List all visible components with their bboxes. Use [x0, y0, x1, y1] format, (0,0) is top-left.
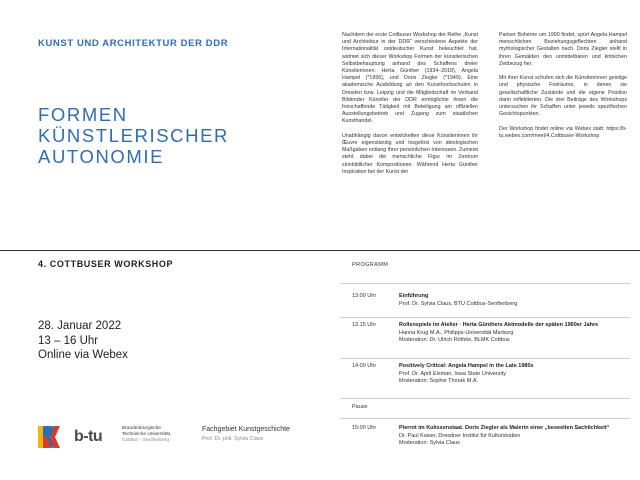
slot-time: 13.15 Uhr	[352, 322, 377, 328]
title-line: AUTONOMIE	[38, 146, 165, 167]
university-line: Brandenburgische	[122, 426, 161, 431]
slot-title: Einführung	[399, 293, 429, 299]
intro-paragraph: Nachdem der erste Cottbuser Workshop der Reihe „Kunst und Architektur in der DDR“ verschiedene Aspekte der Internationalität ostdeutscher Kunst beleuchtet hat, widmet sich dieser Workshop Formen der künstlerischen Selbstbehauptung anhand des Schaffens dreier Künstlerinnen: Herta Günther (1934–2018), Angela Hampel (*1956), und Doris Ziegler (*1949). Eine akademische Ausbildung an den Kunsthochschulen in Dresden bzw. Leipzig und die Mitgliedschaft im Verband Bildender Künstler der DDR ermöglichte ihnen die freischaffende Tätigkeit mit Beteiligung am offiziellen Ausstellungsbetrieb und Zugang zum staatlichen Kunsthandel.	[342, 32, 478, 125]
university-line: Cottbus - Senftenberg	[122, 437, 169, 443]
slot-time: 15:00 Uhr	[352, 425, 377, 431]
event-venue: Online via Webex	[38, 349, 128, 361]
slot-time: 14:00 Uhr	[352, 363, 377, 369]
event-details	[38, 319, 128, 363]
title-line: KÜNSTLERISCHER	[38, 125, 229, 146]
slot-title: Pierrot im Kulissenstaat. Doris Ziegler als Malerin einer „beseelten Sachlichkeit“	[399, 425, 610, 431]
event-date: 28. Januar 2022	[38, 320, 122, 332]
slot-line: Hanna Krug M.A., Philipps-Universität Marburg	[399, 329, 514, 336]
slot-line: Dr. Paul Kaiser, Dresdner Institut für Kulturstudien	[399, 432, 521, 439]
program-slot	[352, 363, 622, 393]
program-slot	[352, 293, 622, 317]
slot-time: Pause	[352, 404, 368, 410]
workshop-heading: 4. COTTBUSER WORKSHOP	[38, 259, 174, 269]
department-person: Prof. Dr. phil. Sylvia Claus	[202, 435, 264, 442]
slot-line: Prof. Dr. April Eisman, Iowa State University	[399, 370, 506, 377]
program-divider	[340, 317, 630, 318]
slot-title: Rollenspiele im Atelier · Herta Günthers Aktmodelle der späten 1960er Jahre	[399, 322, 599, 328]
intro-paragraph: Pariser Bohème um 1900 findet, spürt Angela Hampel menschlichen Beziehungsgeflechten anhand mythologischer Gestalten nach. Doris Ziegler stellt in ihren Gemälden den unmittelbaren und kritischen Zeitbezug her.	[499, 32, 627, 67]
intro-paragraph: Der Workshop findet online via Webex statt: https://b-tu.webex.com/meet/4.Cottbuser-Workshop	[499, 125, 627, 139]
intro-column-1	[342, 32, 478, 183]
slot-line: Moderation: Sophie Thorak M.A.	[399, 378, 479, 385]
university-name	[122, 426, 170, 443]
event-time: 13 – 16 Uhr	[38, 334, 99, 347]
intro-paragraph: Mit ihrer Kunst schufen sich die Künstlerinnen geistige und physische Freiräume, in denen sie gesellschaftliche Zustände und die eigene Position darin reflektierten. Die drei Beiträge des Workshops untersuchen ihr Schaffen unter jeweils spezifischen Gesichtspunkten.	[499, 75, 627, 118]
program-slot	[352, 425, 622, 455]
title-line: FORMEN	[38, 104, 128, 125]
slot-line: Moderation: Sylvia Claus	[399, 440, 460, 447]
program-divider	[340, 358, 630, 359]
slot-line: Moderation: Dr. Ulrich Röthke, BLMK Cottbus	[399, 337, 510, 344]
slot-title: Positively Critical: Angela Hampel in the Late 1980s	[399, 363, 534, 369]
section-divider	[0, 250, 640, 251]
series-title: KUNST UND ARCHITEKTUR DER DDR	[38, 38, 229, 49]
page-title	[38, 104, 229, 167]
program-label: PROGRAMM	[352, 262, 389, 268]
program-slot-pause	[352, 404, 622, 414]
slot-time: 13:00 Uhr	[352, 293, 377, 299]
program-slot	[352, 322, 622, 352]
slot-line: Prof. Dr. Sylvia Claus, BTU Cottbus-Senftenberg	[399, 300, 518, 307]
department-title: Fachgebiet Kunstgeschichte	[202, 426, 290, 433]
department	[202, 426, 290, 443]
university-line: Technische Universität	[122, 431, 170, 437]
intro-column-2	[499, 32, 627, 147]
program-divider	[340, 418, 630, 419]
program-divider	[340, 398, 630, 399]
program-divider	[340, 283, 630, 284]
btu-logo: b-tu	[74, 428, 103, 445]
bk-logo-icon	[38, 426, 60, 448]
intro-paragraph: Unabhängig davon entwickelten diese Künstlerinnen ihr Œuvre eigenständig und losgelöst von ideologischen Maßgaben entlang ihrer persönlichen Interessen. Zumeist steht dabei die menschliche Figur im Zentrum sinnbildlicher Kompositionen. Während Herta Günther Inspiration bei der Kunst der	[342, 132, 478, 175]
